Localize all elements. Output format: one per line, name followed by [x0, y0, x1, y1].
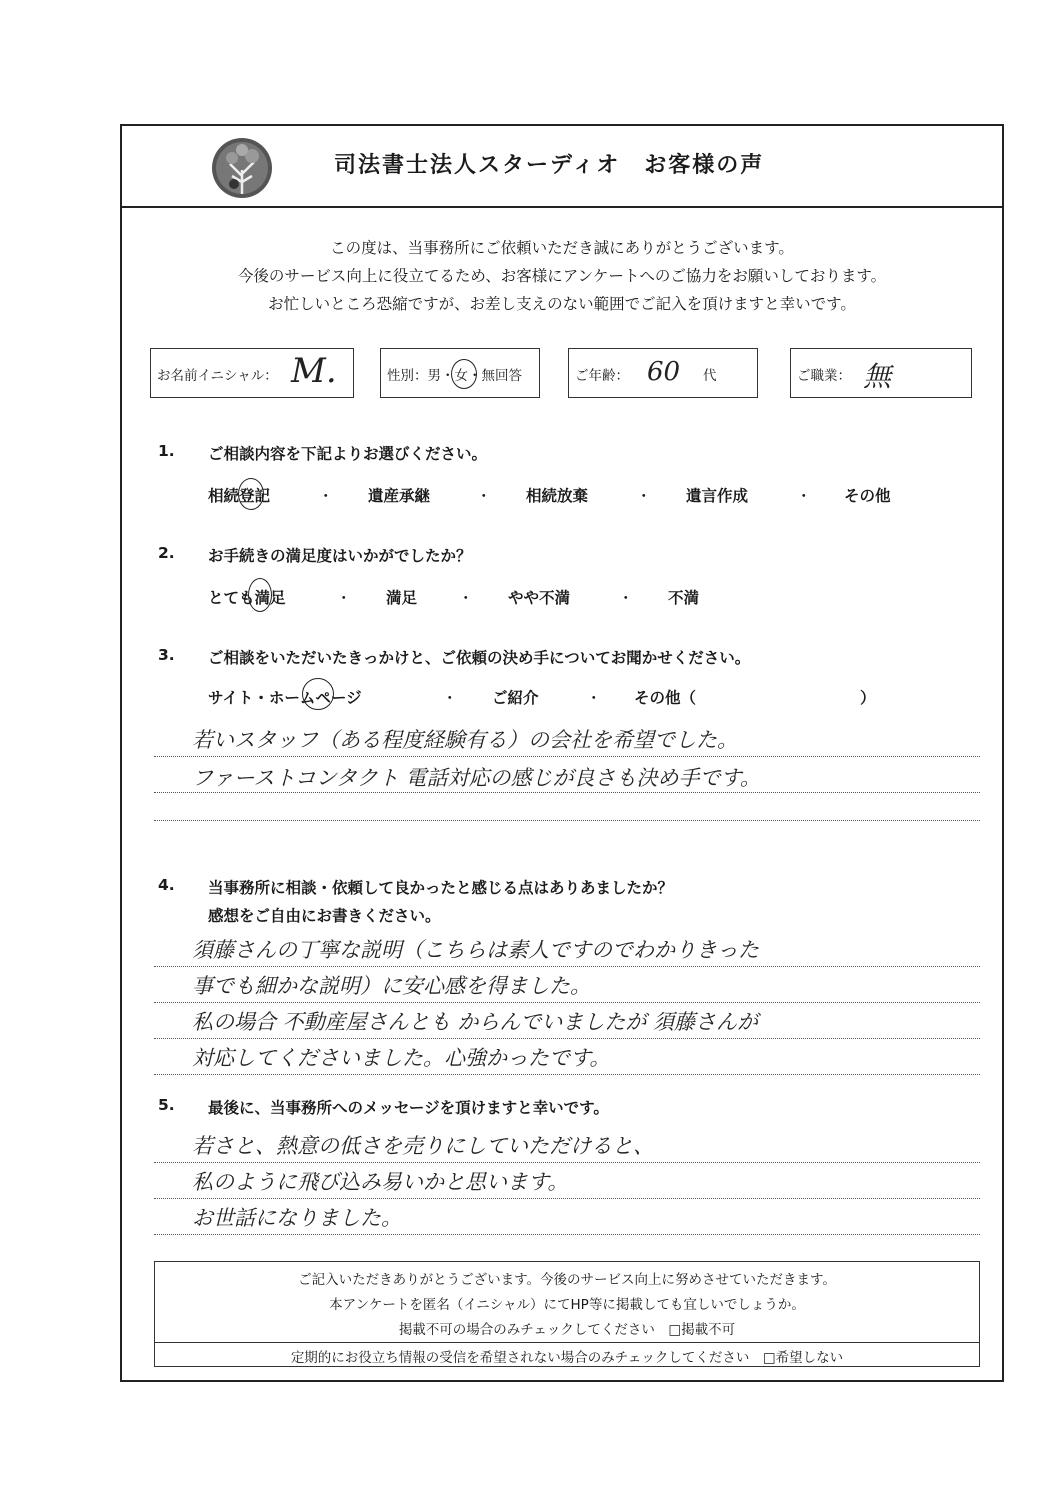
q4-subtext: 感想をご自由にお書きください。 [208, 907, 441, 925]
q1-selected-circle [238, 478, 264, 510]
tree-logo-icon [210, 136, 274, 200]
footer-newsletter-checkbox[interactable]: 定期的にお役立ち情報の受信を希望されない場合のみチェックしてください □希望しない [290, 1350, 844, 1366]
q5-line-1 [154, 1162, 980, 1163]
q1-option-3[interactable]: 相続放棄 [526, 487, 589, 505]
age-value[interactable]: 60 [647, 357, 681, 387]
q3-line-1 [154, 756, 980, 757]
q2-sep-2: ・ [458, 589, 474, 607]
q2-option-4[interactable]: 不満 [668, 589, 700, 607]
q5-line-2 [154, 1198, 980, 1199]
q2-sep-1: ・ [336, 589, 352, 607]
q2-sep-3: ・ [618, 589, 634, 607]
q2-option-1[interactable]: とても満足 [208, 589, 286, 607]
initial-value[interactable]: M. [291, 351, 337, 391]
intro-line-3: お忙しいところ恐縮ですが、お差し支えのない範囲でご記入を頂けますと幸いです。 [268, 295, 856, 313]
q1-sep-2: ・ [476, 487, 492, 505]
q4-line-3 [154, 1038, 980, 1039]
q2-option-3[interactable]: やや不満 [508, 589, 571, 607]
q1-number: 1. [158, 442, 175, 460]
q1-sep-4: ・ [796, 487, 812, 505]
q2-selected-circle [248, 578, 272, 612]
footer-box [154, 1261, 980, 1367]
q4-number: 4. [158, 876, 175, 894]
age-box [568, 348, 758, 398]
q4-answer-line-4[interactable]: 対応してくださいました。心強かったです。 [192, 1046, 611, 1070]
q1-text: ご相談内容を下記よりお選びください。 [208, 445, 488, 463]
job-box [790, 348, 972, 398]
q5-number: 5. [158, 1096, 175, 1114]
q4-line-4 [154, 1074, 980, 1075]
gender-selected-circle [451, 359, 477, 389]
initial-box [150, 348, 354, 398]
footer-divider [155, 1342, 979, 1343]
q3-answer-line-2[interactable]: ファーストコンタクト 電話対応の感じが良さも決め手です。 [192, 766, 761, 790]
q4-answer-line-2[interactable]: 事でも細かな説明）に安心感を得ました。 [192, 974, 591, 998]
survey-form [120, 124, 1004, 1382]
q1-option-2[interactable]: 遺産承継 [368, 487, 431, 505]
q3-option-2[interactable]: ご紹介 [492, 689, 539, 707]
q3-answer-line-1[interactable]: 若いスタッフ（ある程度経験有る）の会社を希望でした。 [192, 728, 738, 752]
q1-option-4[interactable]: 遺言作成 [686, 487, 749, 505]
q2-number: 2. [158, 544, 175, 562]
form-title: 司法書士法人スターディオ お客様の声 [334, 153, 765, 178]
job-value[interactable]: 無 [863, 360, 892, 393]
q4-text: 当事務所に相談・依頼して良かったと感じる点はありあましたか？ [208, 879, 674, 897]
q3-option-1[interactable]: サイト・ホームページ [208, 689, 362, 707]
q3-option-3-close: ） [860, 689, 876, 707]
q4-line-2 [154, 1002, 980, 1003]
initial-label: お名前イニシャル： [157, 368, 278, 384]
q3-line-3 [154, 820, 980, 821]
q5-answer-line-2[interactable]: 私のように飛び込み易いかと思います。 [192, 1170, 569, 1194]
q3-sep-2: ・ [586, 689, 602, 707]
q4-answer-line-3[interactable]: 私の場合 不動産屋さんとも からんでいましたが 須藤さんが [192, 1010, 759, 1034]
q3-sep-1: ・ [442, 689, 458, 707]
q4-line-1 [154, 966, 980, 967]
q5-line-3 [154, 1234, 980, 1235]
intro-line-1: この度は、当事務所にご依頼いただき誠にありがとうございます。 [330, 239, 794, 257]
intro-line-2: 今後のサービス向上に役立てるため、お客様にアンケートへのご協力をお願いしております。 [237, 267, 887, 285]
gender-label: 性別：男・女・無回答 [387, 368, 522, 384]
gender-box [380, 348, 540, 398]
q2-text: お手続きの満足度はいかがでしたか？ [208, 547, 472, 565]
q5-answer-line-3[interactable]: お世話になりました。 [192, 1206, 402, 1230]
footer-thanks: ご記入いただきありがとうございます。今後のサービス向上に努めさせていただきます。 [298, 1272, 836, 1288]
q1-option-1[interactable]: 相続登記 [208, 487, 271, 505]
age-label: ご年齢： [575, 368, 629, 384]
q2-option-2[interactable]: 満足 [386, 589, 418, 607]
q5-answer-line-1[interactable]: 若さと、熱意の低さを売りにしていただけると、 [192, 1134, 654, 1158]
form-header [122, 126, 1002, 208]
q1-sep-1: ・ [318, 487, 334, 505]
q5-text: 最後に、当事務所へのメッセージを頂けますと幸いです。 [208, 1099, 609, 1117]
q3-option-3[interactable]: その他（ [634, 689, 697, 707]
q4-answer-line-1[interactable]: 須藤さんの丁寧な説明（こちらは素人ですのでわかりきった [192, 938, 759, 962]
q3-number: 3. [158, 646, 175, 664]
footer-publish-checkbox[interactable]: 掲載不可の場合のみチェックしてください □掲載不可 [398, 1322, 736, 1338]
q3-line-2 [154, 792, 980, 793]
q3-selected-circle [302, 678, 334, 710]
q1-sep-3: ・ [636, 487, 652, 505]
q3-text: ご相談をいただいたきっかけと、ご依頼の決め手についてお聞かせください。 [208, 649, 751, 667]
age-suffix: 代 [703, 368, 717, 384]
job-label: ご職業： [797, 368, 851, 384]
footer-publish-question: 本アンケートを匿名（イニシャル）にてHP等に掲載しても宜しいでしょうか。 [329, 1297, 805, 1313]
q1-option-5[interactable]: その他 [844, 487, 891, 505]
